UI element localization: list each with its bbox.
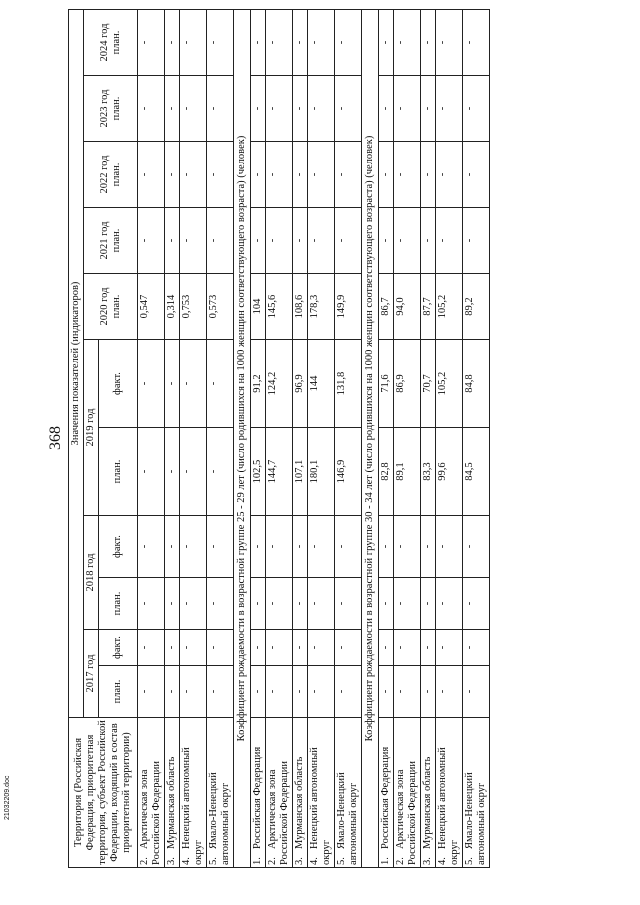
value-cell: 124,2 bbox=[266, 340, 293, 428]
value-cell: - bbox=[207, 666, 234, 718]
value-cell: - bbox=[379, 10, 394, 76]
value-cell: - bbox=[207, 76, 234, 142]
value-cell: - bbox=[266, 142, 293, 208]
row-number: 3. bbox=[422, 857, 433, 865]
value-cell: - bbox=[335, 578, 362, 630]
value-cell: - bbox=[335, 10, 362, 76]
value-cell: - bbox=[180, 630, 207, 666]
header-values: Значения показателей (индикаторов) bbox=[69, 10, 84, 718]
value-cell: - bbox=[394, 630, 421, 666]
section-title: Коэффициент рождаемости в возрастной группе 25 - 29 лет (число родившихся на 1000 женщин соответствующего возраста) (человек) bbox=[234, 10, 251, 868]
row-number: 1. bbox=[380, 857, 391, 865]
table-row bbox=[251, 10, 266, 868]
table-row bbox=[165, 10, 180, 868]
value-cell: - bbox=[180, 428, 207, 516]
value-cell: - bbox=[293, 10, 308, 76]
value-cell: 144,7 bbox=[266, 428, 293, 516]
header-2021: 2021 год план. bbox=[84, 208, 138, 274]
value-cell: - bbox=[138, 630, 165, 666]
value-cell: 91,2 bbox=[251, 340, 266, 428]
value-cell: - bbox=[207, 208, 234, 274]
table-row bbox=[138, 10, 165, 868]
territory-cell bbox=[266, 718, 293, 868]
value-cell: 102,5 bbox=[251, 428, 266, 516]
value-cell: - bbox=[335, 76, 362, 142]
value-cell: 86,9 bbox=[394, 340, 421, 428]
value-cell: - bbox=[421, 142, 436, 208]
value-cell: - bbox=[251, 142, 266, 208]
territory-cell bbox=[379, 718, 394, 868]
header-fact-2017: факт. bbox=[99, 630, 138, 666]
territory-name: Ненецкий автономный округ bbox=[181, 747, 204, 865]
value-cell: 107,1 bbox=[293, 428, 308, 516]
territory-name: Арктическая зона Российской Федерации bbox=[139, 761, 162, 865]
value-cell: - bbox=[207, 578, 234, 630]
table-row bbox=[463, 10, 490, 868]
section-row bbox=[362, 10, 379, 868]
value-cell: - bbox=[165, 76, 180, 142]
value-cell: - bbox=[180, 666, 207, 718]
value-cell: - bbox=[293, 578, 308, 630]
value-cell: - bbox=[165, 630, 180, 666]
value-cell: 108,6 bbox=[293, 274, 308, 340]
value-cell: 71,6 bbox=[379, 340, 394, 428]
value-cell: - bbox=[165, 340, 180, 428]
value-cell: - bbox=[138, 340, 165, 428]
header-2020: 2020 год план. bbox=[84, 274, 138, 340]
value-cell: - bbox=[207, 340, 234, 428]
value-cell: - bbox=[308, 142, 335, 208]
value-cell: - bbox=[165, 578, 180, 630]
value-cell: - bbox=[138, 666, 165, 718]
value-cell: - bbox=[293, 666, 308, 718]
header-fact-2019: факт. bbox=[99, 340, 138, 428]
value-cell: - bbox=[251, 666, 266, 718]
territory-name: Мурманская область bbox=[422, 756, 433, 849]
table-row bbox=[379, 10, 394, 868]
value-cell: 144 bbox=[308, 340, 335, 428]
value-cell: 178,3 bbox=[308, 274, 335, 340]
value-cell: - bbox=[138, 208, 165, 274]
value-cell: - bbox=[207, 142, 234, 208]
value-cell: - bbox=[138, 142, 165, 208]
value-cell: - bbox=[436, 516, 463, 578]
value-cell: - bbox=[463, 516, 490, 578]
value-cell: 0,753 bbox=[180, 274, 207, 340]
value-cell: - bbox=[421, 208, 436, 274]
value-cell: 84,8 bbox=[463, 340, 490, 428]
table-row bbox=[335, 10, 362, 868]
territory-name: Мурманская область bbox=[166, 756, 177, 849]
territory-cell bbox=[293, 718, 308, 868]
territory-cell bbox=[463, 718, 490, 868]
value-cell: - bbox=[379, 666, 394, 718]
value-cell: - bbox=[463, 10, 490, 76]
territory-name: Мурманская область bbox=[294, 756, 305, 849]
table-row bbox=[266, 10, 293, 868]
value-cell: 149,9 bbox=[335, 274, 362, 340]
value-cell: - bbox=[266, 10, 293, 76]
value-cell: - bbox=[138, 516, 165, 578]
header-2024: 2024 год план. bbox=[84, 10, 138, 76]
row-number: 4. bbox=[309, 857, 320, 865]
territory-cell bbox=[207, 718, 234, 868]
header-2023: 2023 год план. bbox=[84, 76, 138, 142]
row-number: 2. bbox=[139, 857, 150, 865]
value-cell: - bbox=[436, 208, 463, 274]
row-number: 5. bbox=[464, 857, 475, 865]
value-cell: - bbox=[251, 208, 266, 274]
row-number: 5. bbox=[336, 857, 347, 865]
header-plan-2019: план. bbox=[99, 428, 138, 516]
territory-cell bbox=[308, 718, 335, 868]
territory-cell bbox=[180, 718, 207, 868]
value-cell: - bbox=[436, 630, 463, 666]
value-cell: - bbox=[379, 142, 394, 208]
value-cell: - bbox=[180, 516, 207, 578]
value-cell: 99,6 bbox=[436, 428, 463, 516]
row-number: 4. bbox=[437, 857, 448, 865]
value-cell: 89,2 bbox=[463, 274, 490, 340]
territory-cell bbox=[421, 718, 436, 868]
value-cell: - bbox=[463, 142, 490, 208]
value-cell: - bbox=[436, 142, 463, 208]
table-row bbox=[308, 10, 335, 868]
territory-name: Арктическая зона Российской Федерации bbox=[395, 761, 418, 865]
table-row bbox=[436, 10, 463, 868]
value-cell: - bbox=[308, 10, 335, 76]
value-cell: - bbox=[165, 516, 180, 578]
table-row bbox=[207, 10, 234, 868]
indicators-table bbox=[68, 9, 490, 868]
value-cell: - bbox=[207, 630, 234, 666]
header-2022: 2022 год план. bbox=[84, 142, 138, 208]
value-cell: - bbox=[165, 208, 180, 274]
value-cell: - bbox=[266, 76, 293, 142]
value-cell: - bbox=[293, 76, 308, 142]
header-territory: Территория (Российская Федерация, приоритетная территория, субъект Российской Федерации, входящий в состав приоритетной территории) bbox=[69, 718, 138, 868]
value-cell: - bbox=[266, 578, 293, 630]
value-cell: 70,7 bbox=[421, 340, 436, 428]
value-cell: - bbox=[180, 578, 207, 630]
value-cell: - bbox=[394, 76, 421, 142]
value-cell: - bbox=[335, 666, 362, 718]
header-2019: 2019 год bbox=[84, 340, 99, 516]
row-number: 2. bbox=[395, 857, 406, 865]
value-cell: 96,9 bbox=[293, 340, 308, 428]
value-cell: - bbox=[180, 142, 207, 208]
value-cell: - bbox=[436, 10, 463, 76]
value-cell: - bbox=[207, 428, 234, 516]
value-cell: - bbox=[436, 578, 463, 630]
header-fact-2018: факт. bbox=[99, 516, 138, 578]
value-cell: - bbox=[308, 630, 335, 666]
territory-name: Ямало-Ненецкий автономный округ bbox=[336, 772, 359, 865]
value-cell: 83,3 bbox=[421, 428, 436, 516]
value-cell: - bbox=[293, 142, 308, 208]
value-cell: - bbox=[293, 516, 308, 578]
value-cell: - bbox=[266, 516, 293, 578]
value-cell: 82,8 bbox=[379, 428, 394, 516]
value-cell: - bbox=[251, 516, 266, 578]
value-cell: - bbox=[394, 666, 421, 718]
value-cell: - bbox=[138, 76, 165, 142]
value-cell: - bbox=[379, 578, 394, 630]
value-cell: 89,1 bbox=[394, 428, 421, 516]
value-cell: - bbox=[335, 142, 362, 208]
value-cell: - bbox=[266, 630, 293, 666]
territory-cell bbox=[394, 718, 421, 868]
table-row bbox=[293, 10, 308, 868]
value-cell: - bbox=[421, 630, 436, 666]
value-cell: - bbox=[165, 10, 180, 76]
row-number: 3. bbox=[294, 857, 305, 865]
section-row bbox=[234, 10, 251, 868]
value-cell: - bbox=[335, 630, 362, 666]
territory-cell bbox=[165, 718, 180, 868]
territory-name: Ямало-Ненецкий автономный округ bbox=[208, 772, 231, 865]
value-cell: - bbox=[436, 666, 463, 718]
value-cell: 146,9 bbox=[335, 428, 362, 516]
table-row bbox=[394, 10, 421, 868]
row-number: 3. bbox=[166, 857, 177, 865]
value-cell: - bbox=[436, 76, 463, 142]
value-cell: - bbox=[421, 516, 436, 578]
value-cell: - bbox=[266, 208, 293, 274]
value-cell: - bbox=[251, 76, 266, 142]
territory-cell bbox=[436, 718, 463, 868]
value-cell: 0,314 bbox=[165, 274, 180, 340]
value-cell: - bbox=[251, 10, 266, 76]
value-cell: - bbox=[463, 76, 490, 142]
value-cell: - bbox=[379, 76, 394, 142]
value-cell: - bbox=[138, 10, 165, 76]
value-cell: - bbox=[308, 666, 335, 718]
value-cell: - bbox=[138, 428, 165, 516]
value-cell: 94,0 bbox=[394, 274, 421, 340]
territory-name: Арктическая зона Российской Федерации bbox=[267, 761, 290, 865]
value-cell: - bbox=[180, 10, 207, 76]
value-cell: 0,573 bbox=[207, 274, 234, 340]
value-cell: - bbox=[379, 630, 394, 666]
table-row bbox=[421, 10, 436, 868]
value-cell: 145,6 bbox=[266, 274, 293, 340]
value-cell: 87,7 bbox=[421, 274, 436, 340]
value-cell: - bbox=[421, 76, 436, 142]
value-cell: 86,7 bbox=[379, 274, 394, 340]
section-title: Коэффициент рождаемости в возрастной группе 30 - 34 лет (число родившихся на 1000 женщин соответствующего возраста) (человек) bbox=[362, 10, 379, 868]
header-plan-2017: план. bbox=[99, 666, 138, 718]
value-cell: 0,547 bbox=[138, 274, 165, 340]
territory-name: Ненецкий автономный округ bbox=[437, 747, 460, 865]
territory-name: Российская Федерация bbox=[252, 746, 263, 849]
territory-cell bbox=[335, 718, 362, 868]
row-number: 5. bbox=[208, 857, 219, 865]
value-cell: - bbox=[335, 208, 362, 274]
value-cell: - bbox=[421, 578, 436, 630]
territory-name: Российская Федерация bbox=[380, 746, 391, 849]
value-cell: - bbox=[308, 516, 335, 578]
value-cell: - bbox=[394, 10, 421, 76]
value-cell: - bbox=[394, 578, 421, 630]
header-2017: 2017 год bbox=[84, 630, 99, 718]
value-cell: - bbox=[293, 630, 308, 666]
value-cell: - bbox=[180, 208, 207, 274]
territory-cell bbox=[251, 718, 266, 868]
value-cell: 84,5 bbox=[463, 428, 490, 516]
rotated-page bbox=[47, 8, 610, 868]
header-2018: 2018 год bbox=[84, 516, 99, 630]
value-cell: 104 bbox=[251, 274, 266, 340]
value-cell: - bbox=[251, 630, 266, 666]
table-row bbox=[180, 10, 207, 868]
value-cell: - bbox=[138, 578, 165, 630]
value-cell: - bbox=[180, 76, 207, 142]
value-cell: - bbox=[207, 10, 234, 76]
value-cell: - bbox=[335, 516, 362, 578]
value-cell: - bbox=[379, 208, 394, 274]
value-cell: - bbox=[165, 428, 180, 516]
value-cell: - bbox=[463, 630, 490, 666]
value-cell: - bbox=[308, 76, 335, 142]
value-cell: - bbox=[421, 10, 436, 76]
value-cell: - bbox=[463, 666, 490, 718]
territory-name: Ямало-Ненецкий автономный округ bbox=[464, 772, 487, 865]
table-body bbox=[138, 10, 490, 868]
value-cell: - bbox=[394, 208, 421, 274]
territory-name: Ненецкий автономный округ bbox=[309, 747, 332, 865]
value-cell: 180,1 bbox=[308, 428, 335, 516]
value-cell: - bbox=[207, 516, 234, 578]
value-cell: - bbox=[165, 142, 180, 208]
value-cell: - bbox=[394, 516, 421, 578]
value-cell: 131,8 bbox=[335, 340, 362, 428]
value-cell: 105,2 bbox=[436, 340, 463, 428]
territory-cell bbox=[138, 718, 165, 868]
value-cell: - bbox=[463, 208, 490, 274]
header-plan-2018: план. bbox=[99, 578, 138, 630]
value-cell: - bbox=[394, 142, 421, 208]
page-number: 368 bbox=[47, 426, 64, 450]
value-cell: - bbox=[379, 516, 394, 578]
value-cell: - bbox=[308, 578, 335, 630]
value-cell: - bbox=[266, 666, 293, 718]
value-cell: - bbox=[308, 208, 335, 274]
value-cell: 105,2 bbox=[436, 274, 463, 340]
row-number: 1. bbox=[252, 857, 263, 865]
document-id: 21032209.doc bbox=[4, 775, 11, 820]
row-number: 4. bbox=[181, 857, 192, 865]
value-cell: - bbox=[165, 666, 180, 718]
value-cell: - bbox=[463, 578, 490, 630]
value-cell: - bbox=[251, 578, 266, 630]
row-number: 2. bbox=[267, 857, 278, 865]
value-cell: - bbox=[293, 208, 308, 274]
value-cell: - bbox=[421, 666, 436, 718]
value-cell: - bbox=[180, 340, 207, 428]
